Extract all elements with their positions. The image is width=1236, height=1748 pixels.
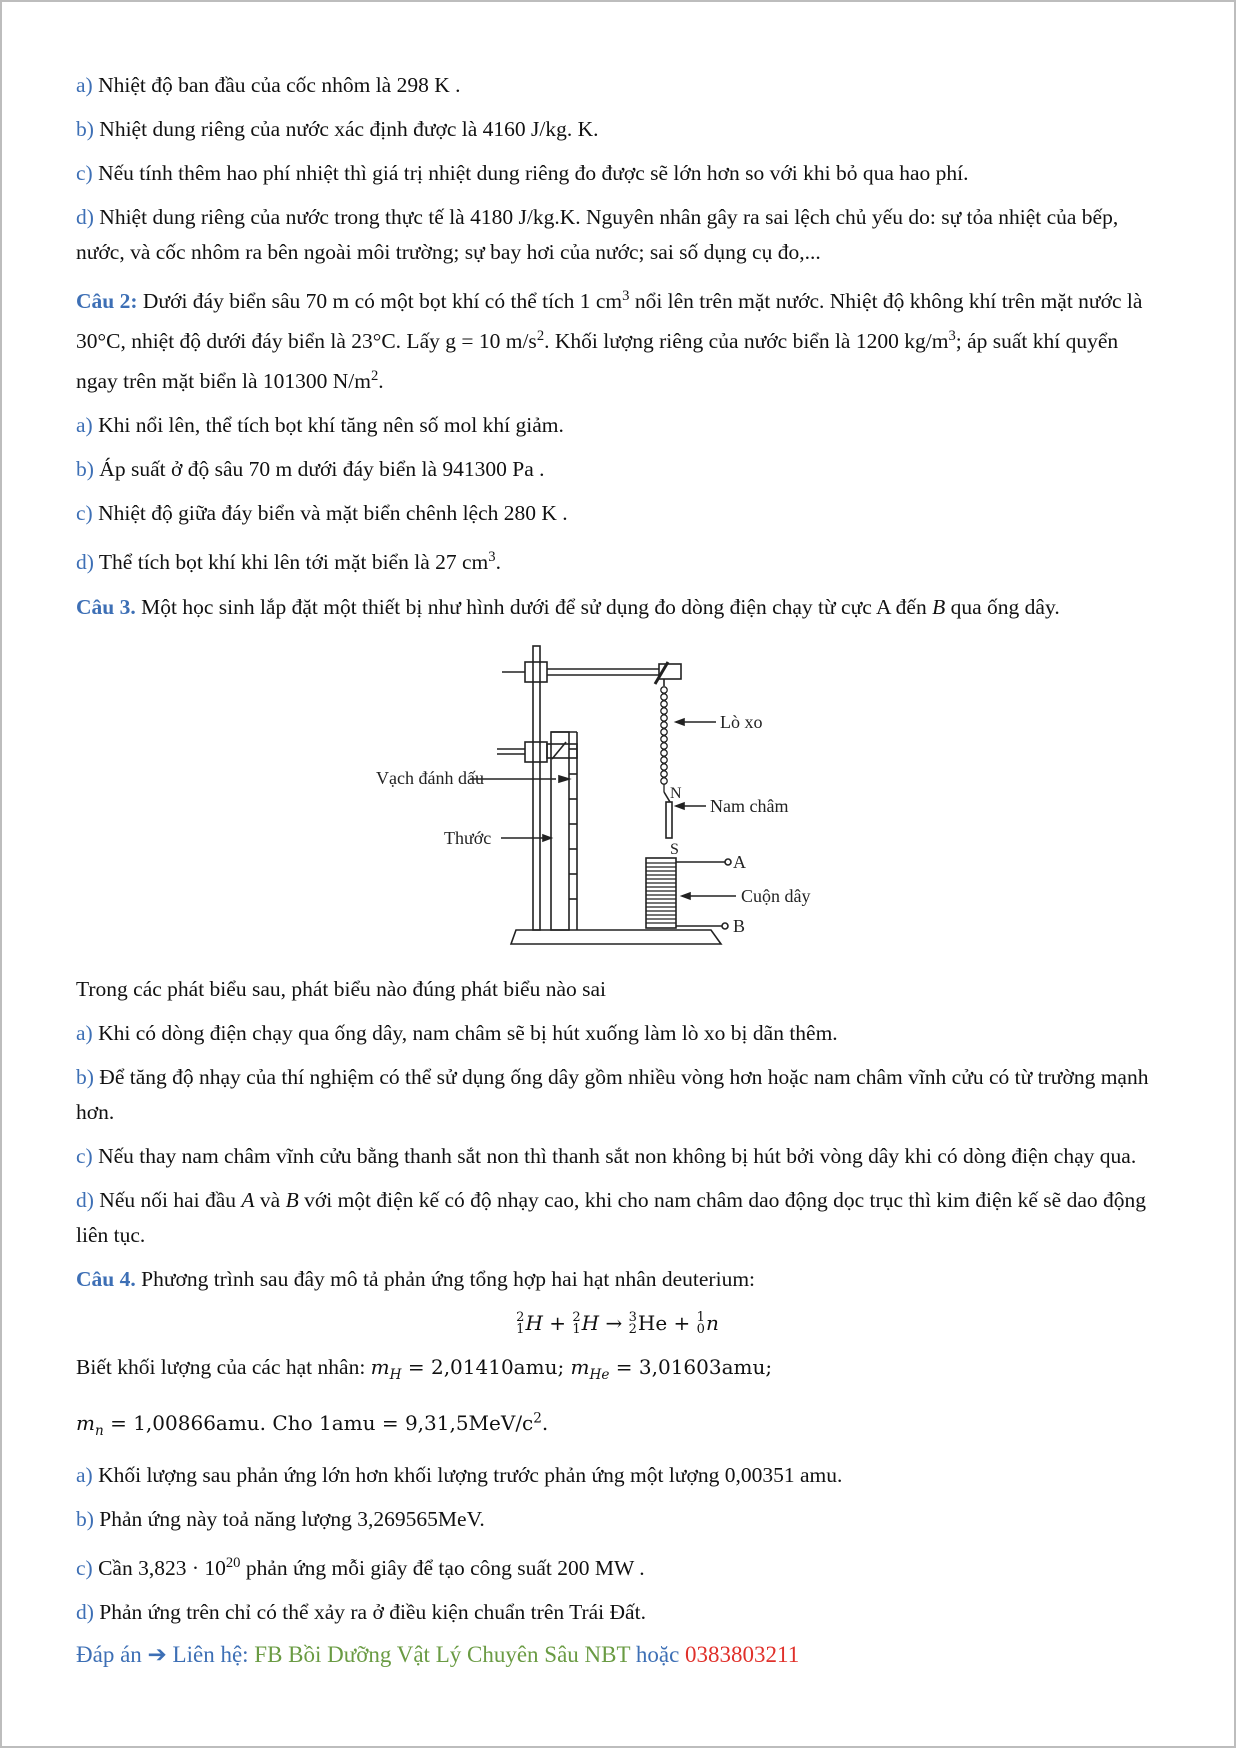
- ruler: [551, 732, 569, 930]
- option-text: Khi có dòng điện chạy qua ống dây, nam châm sẽ bị hút xuống làm lò xo bị dãn thêm.: [98, 1020, 838, 1045]
- stand-rod: [533, 646, 540, 930]
- q2-option-b: [76, 452, 1159, 487]
- option-text: Nếu nối hai đầu: [99, 1187, 242, 1212]
- q3-stem: [76, 590, 1159, 625]
- mass-number: 1: [696, 1310, 705, 1326]
- option-label: d): [76, 1187, 94, 1212]
- option-text: Nhiệt độ ban đầu của cốc nhôm là 298 K .: [98, 73, 461, 97]
- q4-option-c: [76, 1546, 1159, 1586]
- value: = 2,01410amu;: [401, 1354, 571, 1379]
- option-text: Nhiệt dung riêng của nước xác định được là 4160 J/kg. K.: [99, 117, 599, 141]
- option-text: Thể tích bọt khí khi lên tới mặt biển là 27 cm: [98, 550, 489, 575]
- q4-masses-line1: [76, 1350, 1159, 1393]
- question-label: Câu 4.: [76, 1266, 136, 1291]
- symbol: H: [581, 1310, 600, 1335]
- operator: +: [549, 1310, 567, 1335]
- answer-label: Đáp án ➔ Liên hệ:: [76, 1642, 255, 1667]
- option-text: Nếu tính thêm hao phí nhiệt thì giá trị nhiệt dung riêng đo được sẽ lớn hơn so với khi bỏ qua hao phí.: [98, 161, 969, 185]
- option-label: d): [76, 205, 94, 229]
- facebook-link[interactable]: FB Bồi Dưỡng Vật Lý Chuyên Sâu NBT: [254, 1642, 631, 1667]
- option-text: Để tăng độ nhạy của thí nghiệm có thể sử dụng ống dây gồm nhiều vòng hơn hoặc nam châm vĩnh cửu có từ trường mạnh hơn.: [76, 1064, 1149, 1124]
- symbol: n: [705, 1310, 719, 1335]
- value: .: [541, 1411, 549, 1436]
- question-label: Câu 3.: [76, 594, 136, 619]
- option-text: và: [254, 1187, 286, 1212]
- option-text: với một điện kế có độ nhạy cao, khi cho nam châm dao động dọc trục thì kim điện kế sẽ dao động liên tục.: [76, 1187, 1147, 1247]
- option-text: Phản ứng này toả năng lượng 3,269565MeV.: [99, 1507, 485, 1532]
- nuclide-index: [516, 1312, 524, 1336]
- label-terminal-b: B: [733, 915, 746, 936]
- option-text: Khối lượng sau phản ứng lớn hơn khối lượng trước phản ứng một lượng 0,00351 amu.: [98, 1463, 843, 1488]
- option-label: c): [76, 1143, 93, 1168]
- label-terminal-a: A: [733, 851, 746, 872]
- symbol: m: [76, 1411, 95, 1436]
- superscript: 20: [225, 1555, 241, 1572]
- value: = 3,01603amu;: [609, 1354, 773, 1379]
- top-clamp: [525, 662, 547, 682]
- label-south: S: [670, 840, 679, 858]
- q3-prompt: [76, 972, 1159, 1007]
- stem-text: qua ống dây.: [945, 594, 1060, 619]
- q3-option-d: [76, 1183, 1159, 1253]
- subscript: n: [94, 1423, 104, 1440]
- q1-option-a: [76, 68, 1159, 103]
- apparatus-figure: [76, 634, 1159, 964]
- option-label: b): [76, 117, 94, 141]
- stem-text: nổi lên trên mặt nước. Nhiệt độ không khí trên mặt nước là 30°C, nhiệt độ dưới đáy biển là 23°C. Lấy g = 10 m/s: [76, 289, 1143, 354]
- operator: +: [673, 1310, 691, 1335]
- option-label: c): [76, 501, 93, 526]
- symbol: H: [525, 1310, 543, 1335]
- option-text: A: [241, 1187, 255, 1212]
- option-label: c): [76, 1556, 93, 1581]
- symbol: m: [570, 1354, 590, 1379]
- atomic-number: 2: [628, 1322, 637, 1338]
- label-coil: Cuộn dây: [741, 885, 811, 906]
- nuclide-index: [697, 1312, 705, 1336]
- label-ruler: Thước: [444, 827, 492, 848]
- stem-text: . Khối lượng riêng của nước biển là 1200 kg/m: [544, 329, 949, 354]
- q1-option-c: [76, 156, 1159, 191]
- label-spring: Lò xo: [720, 711, 763, 732]
- label-mark: Vạch đánh dấu: [376, 767, 484, 788]
- prompt-text: Trong các phát biểu sau, phát biểu nào đúng phát biểu nào sai: [76, 976, 607, 1001]
- magnet: [666, 802, 672, 838]
- subscript: He: [589, 1366, 610, 1383]
- arrow: →: [605, 1310, 623, 1335]
- option-text: Cần 3,823 · 10: [98, 1556, 226, 1581]
- q4-option-d: [76, 1595, 1159, 1630]
- q1-option-d: [76, 200, 1159, 270]
- superscript: 2: [533, 1410, 542, 1427]
- label-magnet: Nam châm: [710, 795, 789, 816]
- question-label: Câu 2:: [76, 289, 138, 314]
- option-label: d): [76, 550, 94, 575]
- q2-option-c: [76, 496, 1159, 531]
- q2-option-a: [76, 408, 1159, 443]
- q2-option-d: d) Thể tích bọt khí khi lên tới mặt biển là 27 $cm^3$.: [76, 549, 501, 575]
- mass-number: 2: [572, 1310, 581, 1326]
- atomic-number: 1: [516, 1322, 525, 1338]
- option-label: a): [76, 413, 93, 438]
- option-label: c): [76, 161, 93, 185]
- q4-masses-line2: [76, 1402, 1159, 1450]
- symbol: He: [637, 1310, 668, 1335]
- q1-option-b: [76, 112, 1159, 147]
- subscript: H: [389, 1366, 402, 1383]
- q3-option-a: [76, 1016, 1159, 1051]
- q3-option-c: [76, 1139, 1159, 1174]
- option-label: b): [76, 457, 94, 482]
- option-label: a): [76, 1463, 93, 1488]
- nuclide-index: [629, 1312, 637, 1336]
- q3-option-b: [76, 1060, 1159, 1130]
- stand-base: [511, 930, 721, 944]
- option-text: Khi nổi lên, thể tích bọt khí tăng nên số mol khí giảm.: [98, 413, 564, 438]
- text: Biết khối lượng của các hạt nhân:: [76, 1354, 371, 1379]
- option-text: Phản ứng trên chỉ có thể xảy ra ở điều kiện chuẩn trên Trái Đất.: [99, 1600, 646, 1625]
- spring: [661, 686, 667, 791]
- mass-number: 2: [516, 1310, 525, 1326]
- option-label: a): [76, 73, 93, 97]
- q4-option-a: [76, 1458, 1159, 1493]
- atomic-number: 0: [696, 1322, 705, 1338]
- q4-option-b: [76, 1502, 1159, 1537]
- or-text: hoặc: [630, 1642, 686, 1667]
- option-text: phản ứng mỗi giây để tạo công suất 200 MW .: [240, 1556, 645, 1581]
- reaction-equation: [76, 1306, 1159, 1341]
- value: = 1,00866amu. Cho 1amu = 9,31,5MeV/c: [103, 1411, 534, 1436]
- apparatus-diagram: [376, 634, 846, 964]
- option-text: Nếu thay nam châm vĩnh cửu bằng thanh sắt non thì thanh sắt non không bị hút bởi vòng dây khi có dòng điện chạy qua.: [98, 1143, 1137, 1168]
- document-page: [76, 68, 1159, 1639]
- stem-text: ; áp suất khí quyển ngay trên mặt biển là 101300 N/m: [76, 329, 1119, 394]
- stem-text: Phương trình sau đây mô tả phản ứng tổng hợp hai hạt nhân deuterium:: [135, 1266, 756, 1291]
- nuclide-index: [572, 1312, 580, 1336]
- phone-number[interactable]: 0383803211: [685, 1642, 800, 1667]
- stem-text: B: [932, 594, 946, 619]
- stem-text: .: [378, 369, 384, 394]
- option-text: Áp suất ở độ sâu 70 m dưới đáy biển là 941300 Pa .: [99, 457, 545, 482]
- coil: [646, 858, 676, 928]
- q4-stem: [76, 1262, 1159, 1297]
- label-north: N: [670, 784, 682, 802]
- option-text: .: [495, 550, 501, 575]
- atomic-number: 1: [572, 1322, 581, 1338]
- option-text: Nhiệt độ giữa đáy biển và mặt biển chênh lệch 280 K .: [98, 501, 568, 526]
- option-label: a): [76, 1020, 93, 1045]
- mass-number: 3: [628, 1310, 637, 1326]
- answer-contact-footer: [76, 1640, 799, 1670]
- symbol: m: [370, 1354, 390, 1379]
- q2-stem: Câu 2: Dưới đáy biển sâu 70 m có một bọt khí có thể tích 1 $cm^3$ nổi lên trên mặt nước. Nhiệt độ không khí trên mặt nước là 30°C, nhiệt độ dưới đáy biển là 23°C. Lấy g = 10 $m/s^2$. Khối lượng riêng của nước biển là 1200 $kg/m^3$; áp suất khí quyển ngay trên mặt biển là 101300 $N/m^2$.: [76, 288, 1143, 394]
- option-text: B: [285, 1187, 299, 1212]
- option-label: b): [76, 1507, 94, 1532]
- stem-text: Một học sinh lắp đặt một thiết bị như hình dưới để sử dụng đo dòng điện chạy từ cực A đến: [135, 594, 933, 619]
- option-label: d): [76, 1600, 94, 1625]
- option-label: b): [76, 1064, 94, 1089]
- coil-windings: [646, 863, 676, 923]
- option-text: Nhiệt dung riêng của nước trong thực tế là 4180 J/kg.K. Nguyên nhân gây ra sai lệch chủ yếu do: sự tỏa nhiệt của bếp, nước, và cốc nhôm ra bên ngoài môi trường; sự bay hơi của nước; sai số dụng cụ đo,...: [76, 205, 1119, 264]
- stem-text: Dưới đáy biển sâu 70 m có một bọt khí có thể tích 1 cm: [137, 289, 623, 314]
